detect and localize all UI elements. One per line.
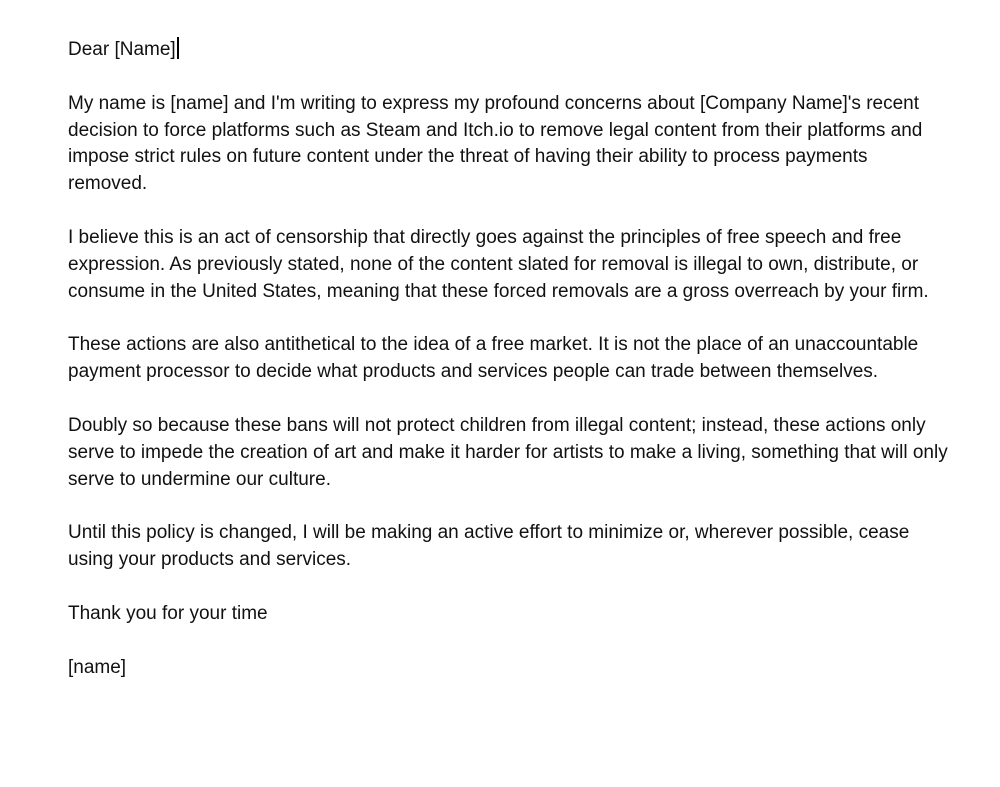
signature: [name] xyxy=(68,656,127,678)
body-paragraph-3: These actions are also antithetical to the idea of a free market. It is not the place of an unaccountable payment processor to decide what products and services people can trade between themselves. xyxy=(68,334,919,383)
body-paragraph-2: I believe this is an act of censorship that directly goes against the principles of free speech and free expression. As previously stated, none of the content slated for removal is illegal to own, distribute, or consume in the United States, meaning that these forced removals are a gross overreach by your firm. xyxy=(68,226,929,302)
letter-document[interactable] xyxy=(68,37,948,709)
closing: Thank you for your time xyxy=(68,602,268,624)
salutation xyxy=(68,37,948,64)
body-paragraph-4: Doubly so because these bans will not protect children from illegal content; instead, these actions only serve to impede the creation of art and make it harder for artists to make a living, something that will only serve to undermine our culture. xyxy=(68,414,948,490)
text-cursor xyxy=(177,37,179,59)
salutation-text: Dear [Name] xyxy=(68,39,176,60)
body-paragraph-5: Until this policy is changed, I will be making an active effort to minimize or, wherever possible, cease using your products and services. xyxy=(68,522,910,571)
body-paragraph-1: My name is [name] and I'm writing to express my profound concerns about [Company Name]'s recent decision to force platforms such as Steam and Itch.io to remove legal content from their platforms and impose strict rules on future content under the threat of having their ability to process payments removed. xyxy=(68,92,923,195)
